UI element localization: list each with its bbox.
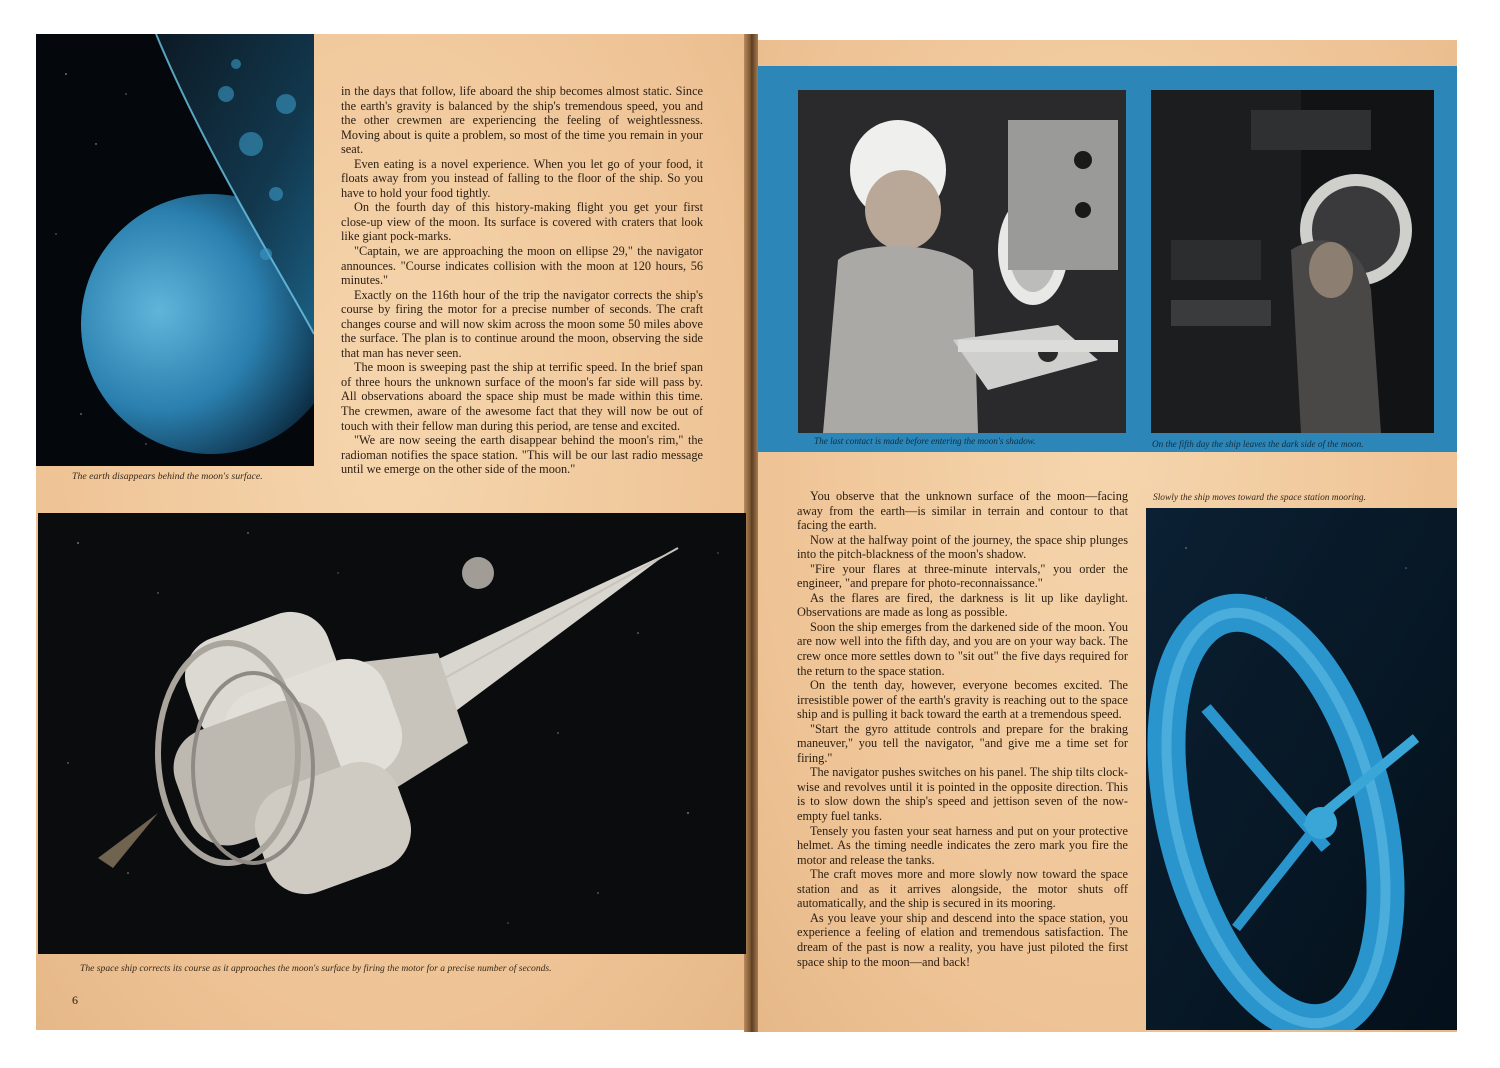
paragraph: Exactly on the 116th hour of the trip the navigator corrects the ship's course by firing the motor for a precise number of seconds. The craft changes course and will now skim across the moon some 50 miles above the surface. The plan is to continue around the moon, observing the side that man has never seen.: [341, 287, 703, 360]
paragraph: Tensely you fasten your seat harness and put on your protective helmet. As the timing needle indicates the zero mark you fire the motor and release the tanks.: [797, 823, 1128, 867]
paragraph: On the tenth day, however, everyone becomes excited. The irresistible power of the earth's gravity is reaching out to the space ship and is pulling it back toward the earth at a tremendous speed.: [797, 678, 1128, 722]
last-contact-caption: The last contact is made before entering the moon's shadow.: [814, 436, 1036, 446]
paragraph: As the flares are fired, the darkness is lit up like daylight. Observations are made as long as possible.: [797, 590, 1128, 620]
station-caption: Slowly the ship moves toward the space station mooring.: [1153, 493, 1366, 503]
paragraph: "Fire your flares at three-minute intervals," you order the engineer, "and prepare for photo-reconnaissance.": [797, 561, 1128, 591]
paragraph: Now at the halfway point of the journey, the space ship plunges into the pitch-blackness of the moon's shadow.: [797, 532, 1128, 562]
spaceship-photo: [38, 513, 746, 954]
paragraph: Even eating is a novel experience. When you let go of your food, it floats away from you instead of falling to the floor of the ship. So you have to hold your food tightly.: [341, 156, 703, 200]
space-station-illustration: [1146, 508, 1457, 1030]
paragraph: You observe that the unknown surface of the moon—facing away from the earth—is similar in terrain and contour to that facing the earth.: [797, 489, 1128, 533]
paragraph: in the days that follow, life aboard the ship becomes almost static. Since the earth's gravity is balanced by the ship's tremendous speed, you and the other crewmen are experiencing the feeling of weightlessness. Moving about is quite a problem, so most of the time you remain in your seat.: [341, 84, 703, 157]
page-number: 6: [72, 993, 78, 1007]
paragraph: The moon is sweeping past the ship at terrific speed. In the brief span of three hours the unknown surface of the moon's far side will pass by. All observations aboard the space ship must be made within this time. The crewmen, aware of the awesome fact that they will now be out of touch with their fellow man during this period, are tense and excited.: [341, 360, 703, 433]
paragraph: "Captain, we are approaching the moon on ellipse 29," the navigator announces. "Course indicates collision with the moon at 120 hours, 56 minutes.": [341, 244, 703, 288]
paragraph: "We are now seeing the earth disappear behind the moon's rim," the radioman notifies the space station. "This will be our last radio message until we emerge on the other side of the moon.": [341, 433, 703, 477]
paragraph: The navigator pushes switches on his panel. The ship tilts clock-wise and revolves until it is pointed in the opposite direction. This is to slow down the ship's speed and jettison seven of the now-empty fuel tanks.: [797, 765, 1128, 824]
left-body-text: [341, 84, 703, 477]
earth-caption: The earth disappears behind the moon's surface.: [72, 471, 263, 482]
astronaut-helmet-photo: [798, 90, 1126, 433]
right-body-text: [797, 489, 1128, 969]
paragraph: The craft moves more and more slowly now toward the space station and as it arrives alongside, the motor shuts off automatically, and the ship is secured in its mooring.: [797, 867, 1128, 911]
fifth-day-caption: On the fifth day the ship leaves the dark side of the moon.: [1152, 439, 1364, 449]
cockpit-window-photo: [1151, 90, 1434, 433]
moon-earth-illustration: [36, 34, 314, 466]
paragraph: "Start the gyro attitude controls and prepare for the braking maneuver," you tell the navigator, "and give me a time set for firing.": [797, 721, 1128, 765]
spaceship-caption: The space ship corrects its course as it approaches the moon's surface by firing the motor for a precise number of seconds.: [80, 963, 552, 974]
paragraph: As you leave your ship and descend into the space station, you experience a feeling of elation and tremendous satisfaction. The dream of the past is now a reality, you have just piloted the first space ship to the moon—and back!: [797, 910, 1128, 969]
spine-gutter: [744, 34, 758, 1032]
paragraph: Soon the ship emerges from the darkened side of the moon. You are now well into the fifth day, and you are on your way back. The crew once more settles down to "sit out" the five days required for the return to the space station.: [797, 619, 1128, 678]
paragraph: On the fourth day of this history-making flight you get your first close-up view of the moon. Its surface is covered with craters that look like giant pock-marks.: [341, 200, 703, 244]
